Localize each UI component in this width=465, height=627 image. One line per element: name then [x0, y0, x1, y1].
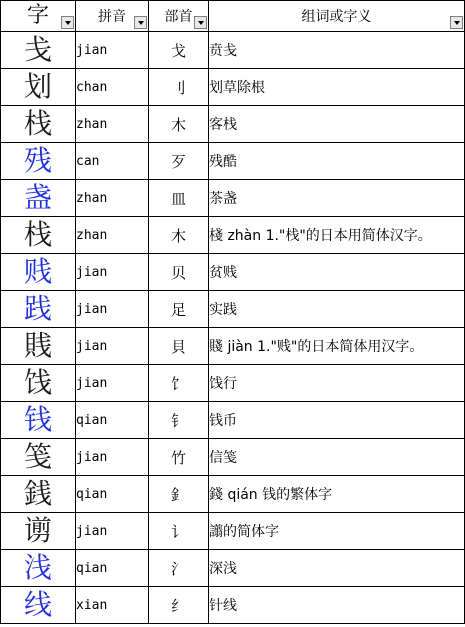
cell-meaning[interactable]: 针线	[209, 587, 465, 624]
table-row[interactable]	[1, 106, 465, 143]
cell-char[interactable]: 残	[1, 143, 76, 180]
cell-pinyin[interactable]: qian	[76, 402, 149, 439]
cell-pinyin[interactable]: jian	[76, 254, 149, 291]
cell-pinyin[interactable]: qian	[76, 476, 149, 513]
cell-char[interactable]: 饯	[1, 365, 76, 402]
cell-radical[interactable]: 皿	[149, 180, 209, 217]
header-char-label: 字	[26, 3, 49, 28]
table-row[interactable]	[1, 291, 465, 328]
cell-radical[interactable]: 竹	[149, 439, 209, 476]
cell-radical[interactable]: 贝	[149, 254, 209, 291]
cell-char[interactable]: 浅	[1, 550, 76, 587]
cell-radical[interactable]: 钅	[149, 402, 209, 439]
table-row[interactable]	[1, 550, 465, 587]
cell-pinyin[interactable]: jian	[76, 439, 149, 476]
cell-meaning[interactable]: 客栈	[209, 106, 465, 143]
table-row[interactable]	[1, 439, 465, 476]
chevron-down-icon	[138, 21, 144, 25]
table-row[interactable]	[1, 180, 465, 217]
cell-meaning[interactable]: 錢 qián 钱的繁体字	[209, 476, 465, 513]
cell-pinyin[interactable]: jian	[76, 513, 149, 550]
cell-meaning[interactable]: 饯行	[209, 365, 465, 402]
header-pinyin	[76, 1, 149, 32]
cell-meaning[interactable]: 棧 zhàn 1."栈"的日本用简体汉字。	[209, 217, 465, 254]
cell-pinyin[interactable]: chan	[76, 69, 149, 106]
cell-pinyin[interactable]: zhan	[76, 106, 149, 143]
cell-radical[interactable]: 歹	[149, 143, 209, 180]
header-meaning-label: 组词或字义	[301, 9, 372, 25]
header-radical	[149, 1, 209, 32]
cell-meaning[interactable]: 实践	[209, 291, 465, 328]
table-row[interactable]	[1, 254, 465, 291]
cell-meaning[interactable]: 譾的简体字	[209, 513, 465, 550]
cell-radical[interactable]: 足	[149, 291, 209, 328]
cell-char[interactable]: 笺	[1, 439, 76, 476]
cell-meaning[interactable]: 钱币	[209, 402, 465, 439]
header-char	[1, 1, 76, 32]
cell-pinyin[interactable]: jian	[76, 328, 149, 365]
cell-char[interactable]: 贱	[1, 254, 76, 291]
cell-pinyin[interactable]: zhan	[76, 180, 149, 217]
cell-char[interactable]: 线	[1, 587, 76, 624]
cell-radical[interactable]: 讠	[149, 513, 209, 550]
cell-meaning[interactable]: 深浅	[209, 550, 465, 587]
filter-dropdown-pinyin[interactable]	[134, 16, 147, 29]
cell-radical[interactable]: 貝	[149, 328, 209, 365]
cell-pinyin[interactable]: jian	[76, 32, 149, 69]
header-row	[1, 1, 465, 32]
cell-char[interactable]: 銭	[1, 476, 76, 513]
cell-radical[interactable]: 釒	[149, 476, 209, 513]
cell-radical[interactable]: 木	[149, 106, 209, 143]
cell-char[interactable]: 賎	[1, 328, 76, 365]
table-row[interactable]	[1, 402, 465, 439]
cell-meaning[interactable]: 信笺	[209, 439, 465, 476]
cell-pinyin[interactable]: zhan	[76, 217, 149, 254]
cell-pinyin[interactable]: jian	[76, 291, 149, 328]
cell-char[interactable]: 践	[1, 291, 76, 328]
cell-pinyin[interactable]: jian	[76, 365, 149, 402]
cell-pinyin[interactable]: qian	[76, 550, 149, 587]
table-row[interactable]	[1, 476, 465, 513]
table-row[interactable]	[1, 328, 465, 365]
cell-radical[interactable]: 戈	[149, 32, 209, 69]
table-row[interactable]	[1, 143, 465, 180]
cell-pinyin[interactable]: can	[76, 143, 149, 180]
cell-char[interactable]: 戋	[1, 32, 76, 69]
cell-radical[interactable]: 木	[149, 217, 209, 254]
cell-char[interactable]: 栈	[1, 106, 76, 143]
cell-meaning[interactable]: 茶盏	[209, 180, 465, 217]
table-row[interactable]	[1, 365, 465, 402]
table-row[interactable]	[1, 69, 465, 106]
table-row[interactable]	[1, 513, 465, 550]
header-pinyin-label: 拼音	[98, 9, 126, 25]
cell-meaning[interactable]: 賤 jiàn 1."贱"的日本简体用汉字。	[209, 328, 465, 365]
table-row[interactable]	[1, 587, 465, 624]
chevron-down-icon	[65, 21, 71, 25]
table-row[interactable]	[1, 217, 465, 254]
header-meaning	[209, 1, 465, 32]
cell-meaning[interactable]: 贲戋	[209, 32, 465, 69]
cell-radical[interactable]: 纟	[149, 587, 209, 624]
cell-meaning[interactable]: 贫贱	[209, 254, 465, 291]
table-row[interactable]	[1, 32, 465, 69]
cell-meaning[interactable]: 残酷	[209, 143, 465, 180]
cell-radical[interactable]: 刂	[149, 69, 209, 106]
filter-dropdown-meaning[interactable]	[450, 16, 463, 29]
cell-char[interactable]: 钱	[1, 402, 76, 439]
cell-radical[interactable]: 饣	[149, 365, 209, 402]
cell-radical[interactable]: 氵	[149, 550, 209, 587]
cell-meaning[interactable]: 划草除根	[209, 69, 465, 106]
chevron-down-icon	[198, 21, 204, 25]
chevron-down-icon	[454, 21, 460, 25]
header-radical-label: 部首	[164, 9, 193, 25]
filter-dropdown-radical[interactable]	[194, 16, 207, 29]
cell-char[interactable]: 划	[1, 69, 76, 106]
filter-dropdown-char[interactable]	[61, 16, 74, 29]
cell-char[interactable]: 盏	[1, 180, 76, 217]
cell-char[interactable]: 谫	[1, 513, 76, 550]
cell-char[interactable]: 栈	[1, 217, 76, 254]
cell-pinyin[interactable]: xian	[76, 587, 149, 624]
